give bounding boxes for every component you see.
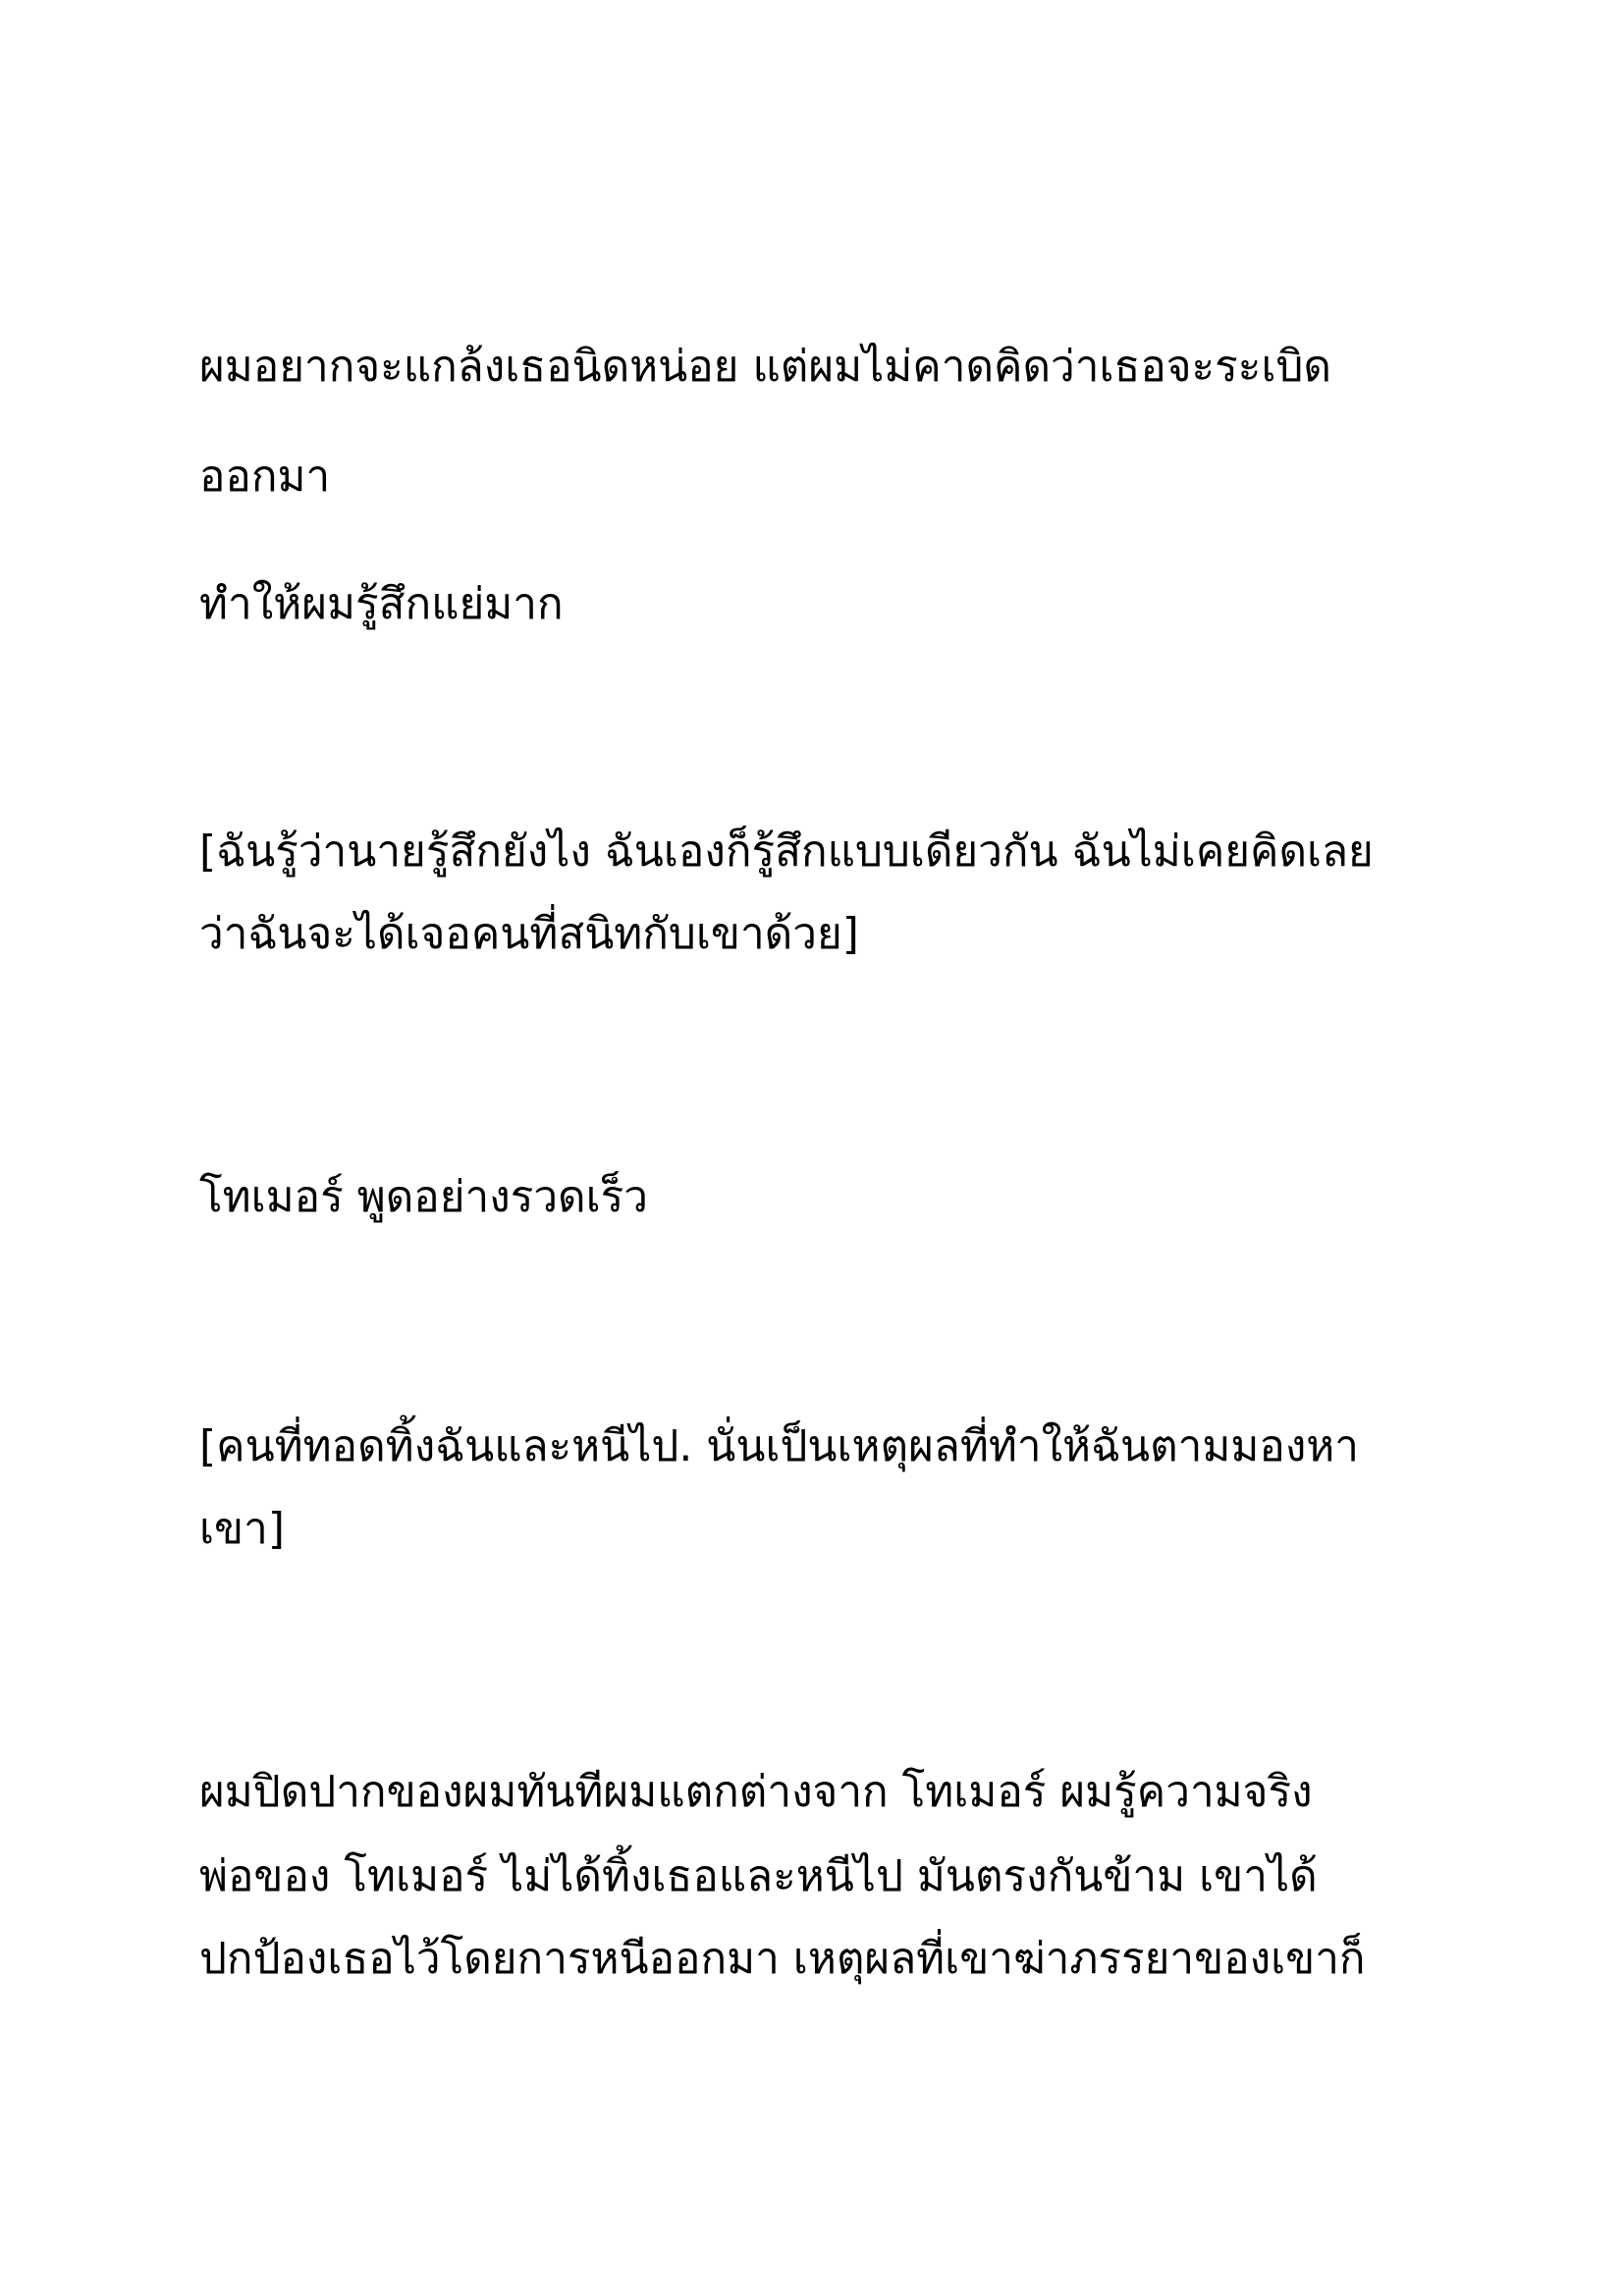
dialogue-1-line-2: ว่าฉันจะได้เจอคนที่สนิทกับเขาด้วย] (199, 909, 859, 959)
narration-line: โทเมอร์ พูดอย่างรวดเร็ว (199, 1172, 648, 1222)
paragraph-1-line-2: ออกมา (199, 452, 331, 502)
dialogue-2-line-2: เขา] (199, 1504, 285, 1554)
paragraph-3-line-1: ผมปิดปากของผมทันทีผมแตกต่างจาก โทเมอร์ ผมรู้ความจริง (199, 1767, 1313, 1817)
paragraph-1-line-1: ผมอยากจะแกล้งเธอนิดหน่อย แต่ผมไม่คาดคิดว่าเธอจะระเบิด (199, 342, 1331, 392)
dialogue-2-line-1: [คนที่ทอดทิ้งฉันและหนีไป. นั่นเป็นเหตุผลที่ทำให้ฉันตามมองหา (199, 1421, 1360, 1471)
paragraph-2-line-1: ทำให้ผมรู้สึกแย่มาก (199, 579, 564, 629)
paragraph-3-line-3: ปกป้องเธอไว้โดยการหนีออกมา เหตุผลที่เขาฆ่าภรรยาของเขาก็ (199, 1934, 1366, 1984)
paragraph-3-line-2: พ่อของ โทเมอร์ ไม่ได้ทิ้งเธอและหนีไป มันตรงกันข้าม เขาได้ (199, 1851, 1318, 1901)
dialogue-1-line-1: [ฉันรู้ว่านายรู้สึกยังไง ฉันเองก็รู้สึกแบบเดียวกัน ฉันไม่เคยคิดเลย (199, 827, 1374, 877)
